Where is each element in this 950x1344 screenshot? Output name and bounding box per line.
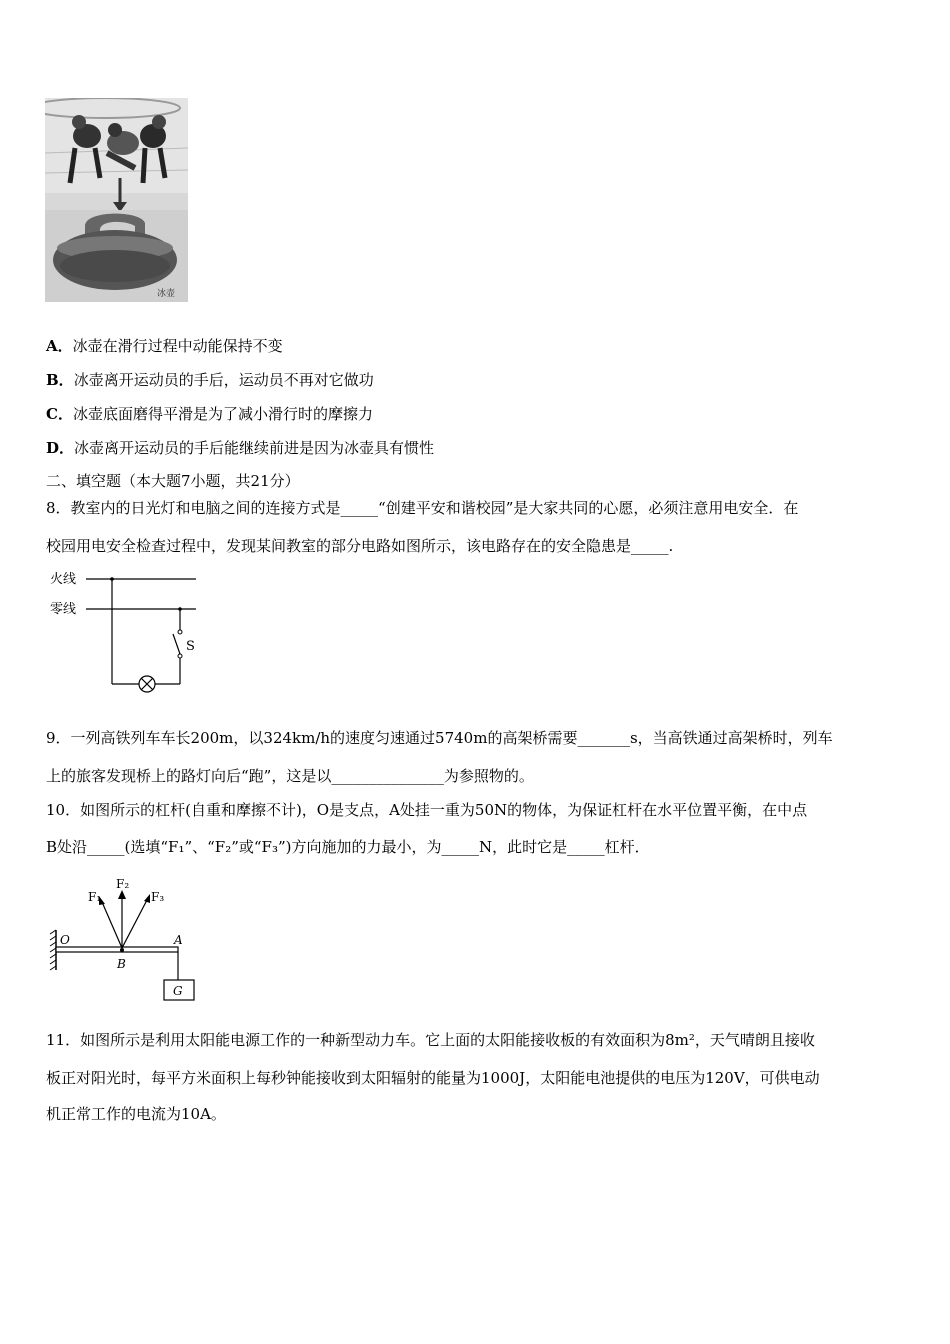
q10-line2: B处沿_____(选填“F₁”、“F₂”或“F₃”)方向施加的力最小，为_____N，此时它是_____杠杆． [46,838,650,856]
q11-line3: 机正常工作的电流为10A。 [46,1105,226,1123]
curling-caption: 冰壶 [157,289,176,299]
lamp-icon [139,676,155,692]
curling-figure [45,98,188,302]
option-c-text: 冰壶底面磨得平滑是为了减小滑行时的摩擦力 [72,405,373,423]
a-label: A [174,933,183,947]
q8-circuit-diagram [46,566,206,696]
f2-label: F₂ [116,877,130,891]
q10-lever-diagram [44,874,204,1004]
option-a-text: 冰壶在滑行过程中动能保持不变 [72,337,283,355]
f1-label: F₁ [88,890,102,904]
q9-line2: 上的旅客发现桥上的路灯向后“跑”，这是以_______________为参照物的。 [46,767,534,785]
option-d [46,438,434,458]
option-c-label: C． [46,405,73,423]
section-title: 二、填空题（本大题7小题，共21分） [46,472,300,490]
option-c [46,404,373,424]
g-label: G [173,984,183,998]
switch-label: S [186,639,195,654]
q8-line1: 8．教室内的日光灯和电脑之间的连接方式是_____“创建平安和谐校园”是大家共同的心愿，必须注意用电安全．在 [46,499,799,517]
option-d-text: 冰壶离开运动员的手后能继续前进是因为冰壶具有惯性 [74,439,435,457]
option-a-label: A． [46,337,73,355]
b-label: B [117,957,126,971]
q8-line2: 校园用电安全检查过程中，发现某间教室的部分电路如图所示，该电路存在的安全隐患是_____. [46,537,674,555]
option-a [46,336,283,356]
o-label: O [60,933,70,947]
q11-line1: 11．如图所示是利用太阳能电源工作的一种新型动力车。它上面的太阳能接收板的有效面积为8m²，天气晴朗且接收 [46,1031,815,1049]
lever-bar [56,947,178,952]
neutral-wire-label: 零线 [50,602,77,617]
live-wire-label: 火线 [50,572,77,587]
f3-label: F₃ [151,890,165,904]
option-b-text: 冰壶离开运动员的手后，运动员不再对它做功 [73,371,374,389]
option-b [46,370,374,390]
option-b-label: B． [46,371,74,389]
option-d-label: D． [46,439,75,457]
q11-line2: 板正对阳光时，每平方米面积上每秒钟能接收到太阳辐射的能量为1000J，太阳能电池提供的电压为120V，可供电动 [46,1069,820,1087]
switch-icon [173,634,180,654]
q10-line1: 10．如图所示的杠杆(自重和摩擦不计)，O是支点，A处挂一重为50N的物体，为保证杠杆在水平位置平衡，在中点 [46,801,808,819]
q9-line1: 9．一列高铁列车车长200m，以324km/h的速度匀速通过5740m的高架桥需要_______s，当高铁通过高架桥时，列车 [46,729,833,747]
